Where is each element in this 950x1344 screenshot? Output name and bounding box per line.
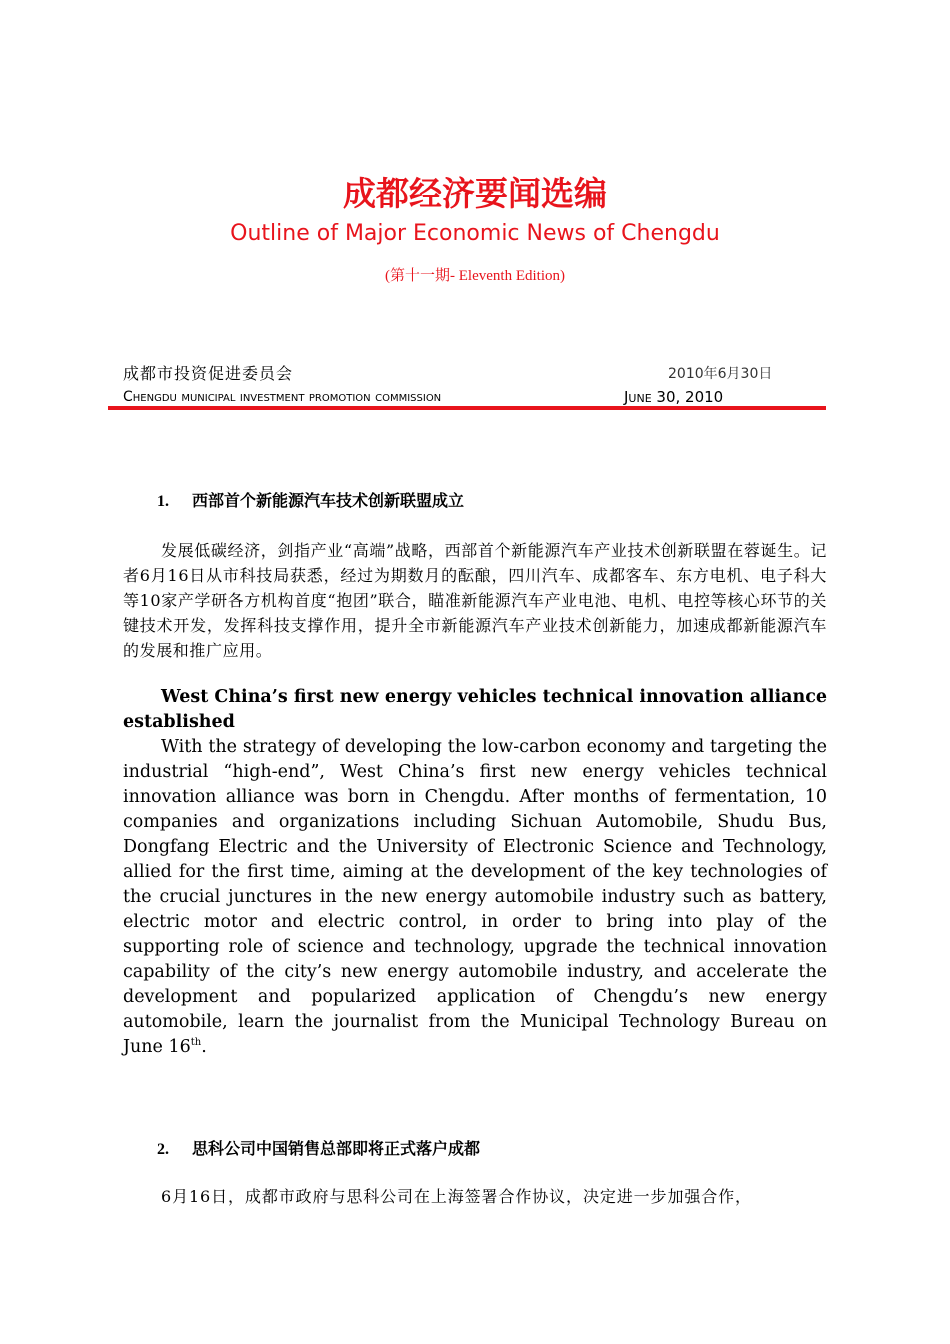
superscript-ordinal: th	[190, 1037, 202, 1049]
date-english: June 30, 2010	[624, 388, 724, 406]
title-chinese: 成都经济要闻选编	[343, 174, 607, 213]
news-body-chinese-2: 6月16日，成都市政府与思科公司在上海签署合作协议，决定进一步加强合作，	[161, 1187, 752, 1206]
news-number: 2.	[157, 1141, 169, 1158]
organization-english: Chengdu municipal investment promotion commission	[123, 389, 442, 405]
news-number: 1.	[157, 493, 169, 510]
header-divider	[108, 406, 826, 410]
organization-chinese: 成都市投资促进委员会	[123, 364, 294, 383]
news-body-english	[123, 735, 827, 1060]
news-body-english-text: With the strategy of developing the low-carbon economy and targeting the industrial “high-end”, West China’s first new energy vehicles technical innovation alliance was born in Chengdu. After months of fermentation, 10 companies and organizations including Sichuan Automobile, Shudu Bus, Dongfang Electric and the University of Electronic Science and Technology, allied for the first time, aiming at the development of the key technologies of the crucial junctures in the new energy automobile industry such as battery, electric motor and electric control, in order to bring into play of the supporting role of science and technology, upgrade the technical innovation capability of the city’s new energy automobile industry, and accelerate the development and popularized application of Chengdu’s new energy automobile, learn the journalist from the Municipal Technology Bureau on June 16	[123, 737, 827, 1057]
title-english: Outline of Major Economic News of Chengdu	[230, 221, 720, 246]
date-chinese: 2010年6月30日	[668, 366, 773, 382]
news-english-1	[123, 685, 827, 1060]
news-body-chinese-1: 发展低碳经济，剑指产业“高端”战略，西部首个新能源汽车产业技术创新联盟在蓉诞生。记者6月16日从市科技局获悉，经过为期数月的酝酿，四川汽车、成都客车、东方电机、电子科大等10家产学研各方机构首度“抱团”联合，瞄准新能源汽车产业电池、电机、电控等核心环节的关键技术开发，发挥科技支撑作用，提升全市新能源汽车产业技术创新能力，加速成都新能源汽车的发展和推广应用。	[123, 541, 827, 660]
news-heading-text: 西部首个新能源汽车技术创新联盟成立	[192, 491, 465, 510]
news-heading-1	[157, 488, 464, 511]
edition-label: (第十一期- Eleventh Edition)	[385, 268, 565, 284]
news-heading-text: 思科公司中国销售总部即将正式落户成都	[192, 1139, 481, 1158]
news-heading-2	[157, 1136, 480, 1159]
news-title-english: West China’s first new energy vehicles technical innovation alliance established	[123, 687, 827, 732]
news-body-english-end: .	[201, 1037, 207, 1057]
